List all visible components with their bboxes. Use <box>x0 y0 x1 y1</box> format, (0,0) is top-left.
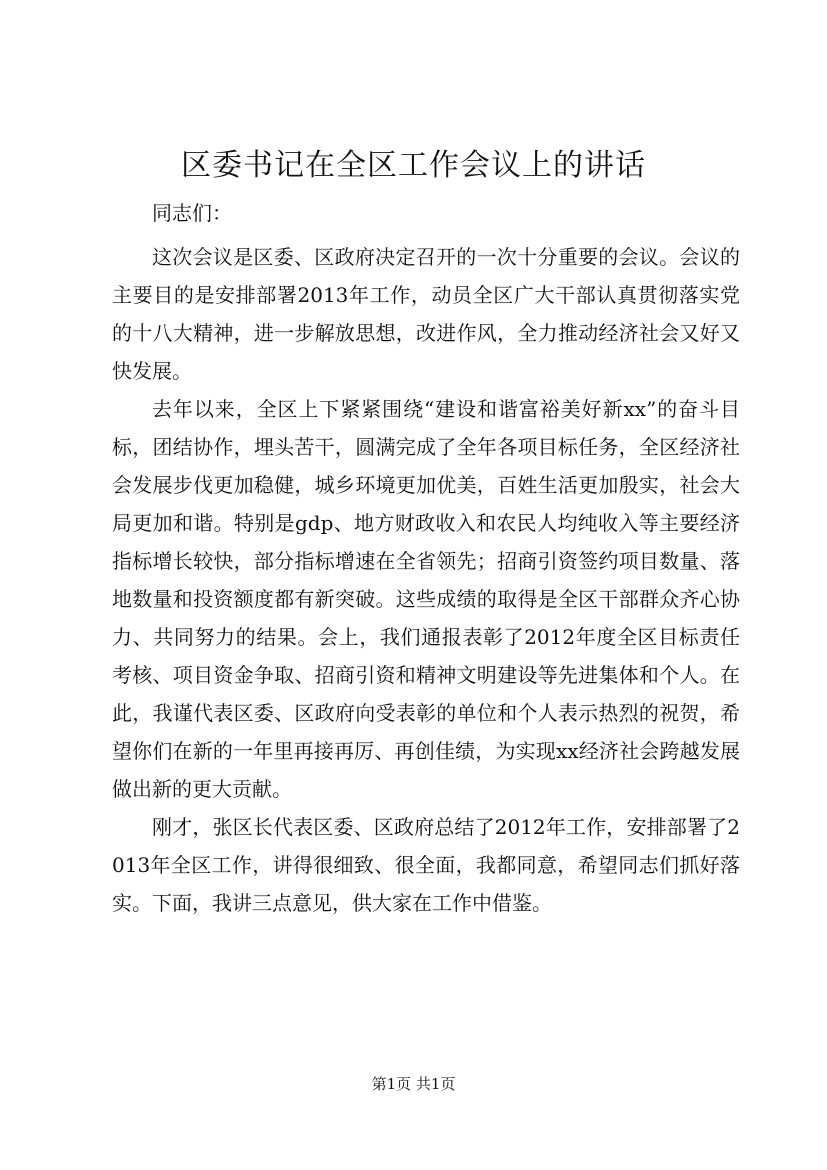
page-title: 区委书记在全区工作会议上的讲话 <box>181 148 646 183</box>
paragraph-achievements: 去年以来，全区上下紧紧围绕“建设和谐富裕美好新xx”的奋斗目标，团结协作，埋头苦干，圆满完成了全年各项目标任务，全区经济社会发展步伐更加稳健，城乡环境更加优美，百姓生活更加殷实，社会大局更加和谐。特别是gdp、地方财政收入和农民人均纯收入等主要经济指标增长较快，部分指标增速在全省领先；招商引资签约项目数量、落地数量和投资额度都有新突破。这些成绩的取得是全区干部群众齐心协力、共同努力的结果。会上，我们通报表彰了2012年度全区目标责任考核、项目资金争取、招商引资和精神文明建设等先进集体和个人。在此，我谨代表区委、区政府向受表彰的单位和个人表示热烈的祝贺，希望你们在新的一年里再接再厉、再创佳绩，为实现xx经济社会跨越发展做出新的更大贡献。 <box>112 397 740 801</box>
paragraph-transition: 刚才，张区长代表区委、区政府总结了2012年工作，安排部署了2013年全区工作，讲得很细致、很全面，我都同意，希望同志们抓好落实。下面，我讲三点意见，供大家在工作中借鉴。 <box>112 815 740 915</box>
paragraph-intro: 这次会议是区委、区政府决定召开的一次十分重要的会议。会议的主要目的是安排部署2013年工作，动员全区广大干部认真贯彻落实党的十八大精神，进一步解放思想，改进作风，全力推动经济社会又好又快发展。 <box>112 245 740 383</box>
page-footer: 第1页 共1页 <box>371 1075 456 1093</box>
document-body <box>112 194 740 922</box>
greeting: 同志们： <box>152 201 232 225</box>
